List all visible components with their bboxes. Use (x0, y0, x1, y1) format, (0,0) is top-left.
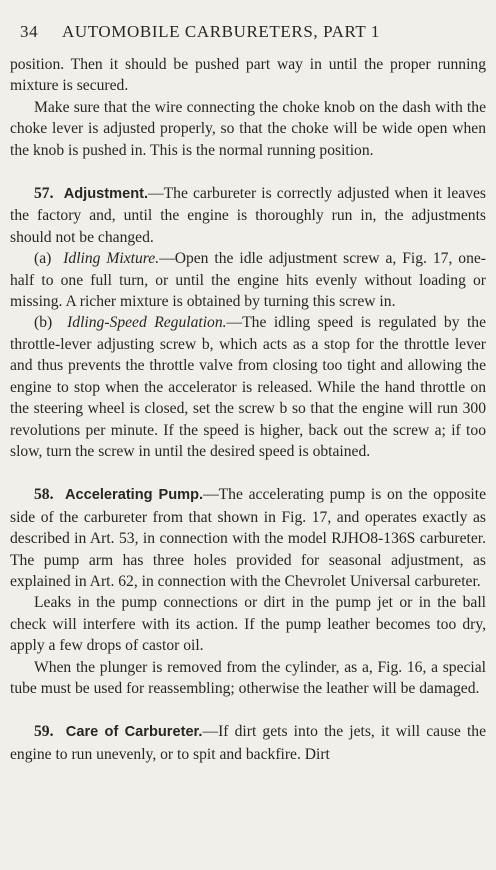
section-59 (10, 721, 486, 765)
section-title: Care of Carbureter. (65, 724, 203, 741)
subsection-heading: Idling Mixture. (63, 250, 160, 268)
section-number: 59. (34, 723, 54, 741)
paragraph-plunger: When the plunger is removed from the cylinder, as a, Fig. 16, a special tube must be used for reassembling; otherwise the leather will be damaged. (10, 658, 486, 697)
section-number: 58. (34, 486, 54, 504)
section-lead: —The carbureter is correctly adjusted when it leaves the factory and, until the engine is thoroughly run in, the adjustments should not be changed. (10, 185, 486, 246)
section-number: 57. (34, 185, 54, 203)
section-title: Adjustment. (63, 186, 149, 203)
subsection-heading: Idling-Speed Regulation. (67, 314, 227, 332)
subsection-text: —The idling speed is regulated by the throttle-lever adjusting screw b, which acts as a stop for the throttle lever and thus prevents the throttle valve from closing too tight and allowing the engine to stop when the accelerator is released. While the hand throttle on the steering wheel is closed, set the screw b so that the engine will run 300 revolutions per minute. If the speed is higher, back out the screw a; if too slow, turn the screw in until the desired speed is obtained. (10, 314, 486, 460)
paragraph-continued: position. Then it should be pushed part way in until the proper running mixture is secured. (10, 56, 486, 95)
subsection-idling-speed (10, 312, 486, 462)
paragraph-choke-wire: Make sure that the wire connecting the choke knob on the dash with the choke lever is adjusted properly, so that the choke will be wide open when the knob is pushed in. This is the normal running position. (10, 98, 486, 159)
subsection-idling-mixture (10, 248, 486, 312)
paragraph-pump-leaks: Leaks in the pump connections or dirt in the pump jet or in the ball check will interfere with its action. If the pump leather becomes too dry, apply a few drops of castor oil. (10, 594, 486, 655)
section-title: Accelerating Pump. (64, 487, 204, 504)
subsection-label: (a) (34, 250, 52, 268)
section-58 (10, 484, 486, 592)
page-number: 34 (20, 22, 39, 41)
section-lead: —If dirt gets into the jets, it will cause the engine to run unevenly, or to spit and backfire. Dirt (10, 723, 487, 763)
running-header (20, 22, 486, 42)
section-lead: —The accelerating pump is on the opposite side of the carbureter from that shown in Fig. 17, and operates exactly as described in Art. 53, in connection with the model RJHO8-136S carbureter. The pump arm has three holes provided for seasonal adjustment, as explained in Art. 62, in connection with the Chevrolet Universal carbureter. (10, 486, 487, 590)
section-57 (10, 183, 486, 248)
subsection-text: —Open the idle adjustment screw a, Fig. 17, one-half to one full turn, or until the engine hits evenly without loading or missing. A richer mixture is obtained by turning this screw in. (10, 250, 487, 311)
running-title: AUTOMOBILE CARBURETERS, PART 1 (62, 22, 380, 41)
subsection-label: (b) (34, 314, 53, 332)
